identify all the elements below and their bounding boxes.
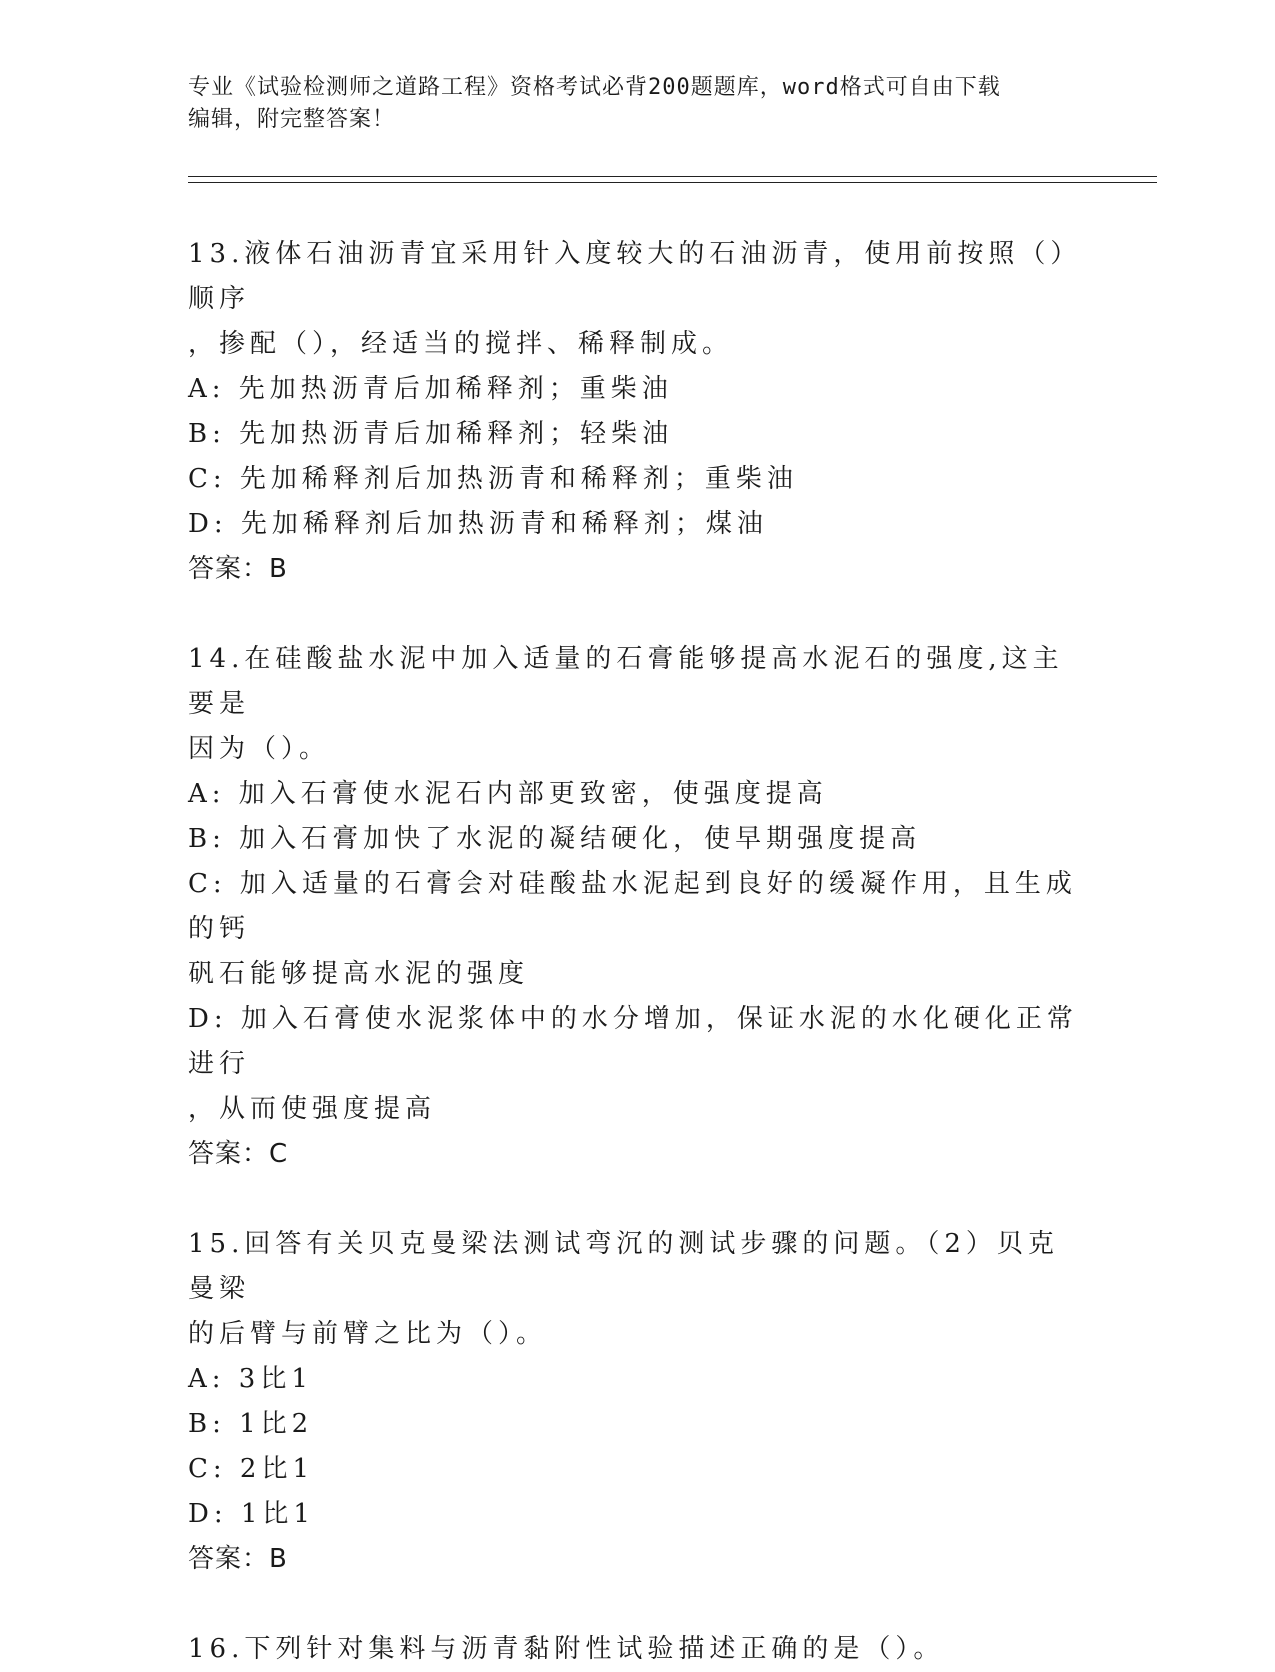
question-text-line: 13.液体石油沥青宜采用针入度较大的石油沥青，使用前按照（）顺序 — [188, 239, 1082, 314]
header-divider-bottom — [188, 182, 1157, 183]
question-text-line: 的后臂与前臂之比为（）。 — [188, 1319, 548, 1349]
option-b: B: 1比2 — [188, 1409, 314, 1439]
option-d: D: 1比1 — [188, 1499, 315, 1529]
question-text-line: 16.下列针对集料与沥青黏附性试验描述正确的是（）。 — [188, 1634, 945, 1664]
question-text-line: 15.回答有关贝克曼梁法测试弯沉的测试步骤的问题。（2）贝克曼梁 — [188, 1229, 1059, 1304]
answer-value: B — [269, 1544, 288, 1574]
header-title-line-2: 编辑，附完整答案！ — [188, 107, 396, 132]
question-text-line: ，掺配（），经适当的搅拌、稀释制成。 — [188, 329, 734, 359]
option-d-continued: ，从而使强度提高 — [188, 1094, 437, 1124]
option-c: C: 加入适量的石膏会对硅酸盐水泥起到良好的缓凝作用，且生成的钙 — [188, 869, 1077, 944]
answer-line — [188, 1537, 1088, 1582]
document-header — [188, 72, 1088, 136]
header-title-line-1: 专业《试验检测师之道路工程》资格考试必背200题题库，word格式可自由下载 — [188, 75, 1001, 100]
question-text-line: 14.在硅酸盐水泥中加入适量的石膏能够提高水泥石的强度,这主要是 — [188, 644, 1064, 719]
option-c: C: 先加稀释剂后加热沥青和稀释剂；重柴油 — [188, 464, 798, 494]
question-14 — [188, 637, 1088, 1177]
question-text-line: 因为（）。 — [188, 734, 331, 764]
option-a: A: 加入石膏使水泥石内部更致密，使强度提高 — [188, 779, 828, 809]
option-a: A: 先加热沥青后加稀释剂；重柴油 — [188, 374, 673, 404]
option-d: D: 先加稀释剂后加热沥青和稀释剂；煤油 — [188, 509, 768, 539]
answer-label: 答案： — [188, 1544, 270, 1574]
question-13 — [188, 232, 1088, 592]
answer-line — [188, 1132, 1088, 1177]
answer-label: 答案： — [188, 554, 270, 584]
question-list — [188, 232, 1088, 1672]
option-b: B: 先加热沥青后加稀释剂；轻柴油 — [188, 419, 674, 449]
answer-line — [188, 547, 1088, 592]
answer-value: B — [269, 554, 288, 584]
answer-value: C — [269, 1139, 289, 1169]
option-d: D: 加入石膏使水泥浆体中的水分增加，保证水泥的水化硬化正常进行 — [188, 1004, 1078, 1079]
option-c: C: 2比1 — [188, 1454, 315, 1484]
option-b: B: 加入石膏加快了水泥的凝结硬化，使早期强度提高 — [188, 824, 922, 854]
option-c-continued: 矾石能够提高水泥的强度 — [188, 959, 530, 989]
question-15 — [188, 1222, 1088, 1582]
answer-label: 答案： — [188, 1139, 270, 1169]
header-divider-top — [188, 176, 1157, 177]
option-a: A: 3比1 — [188, 1364, 313, 1394]
